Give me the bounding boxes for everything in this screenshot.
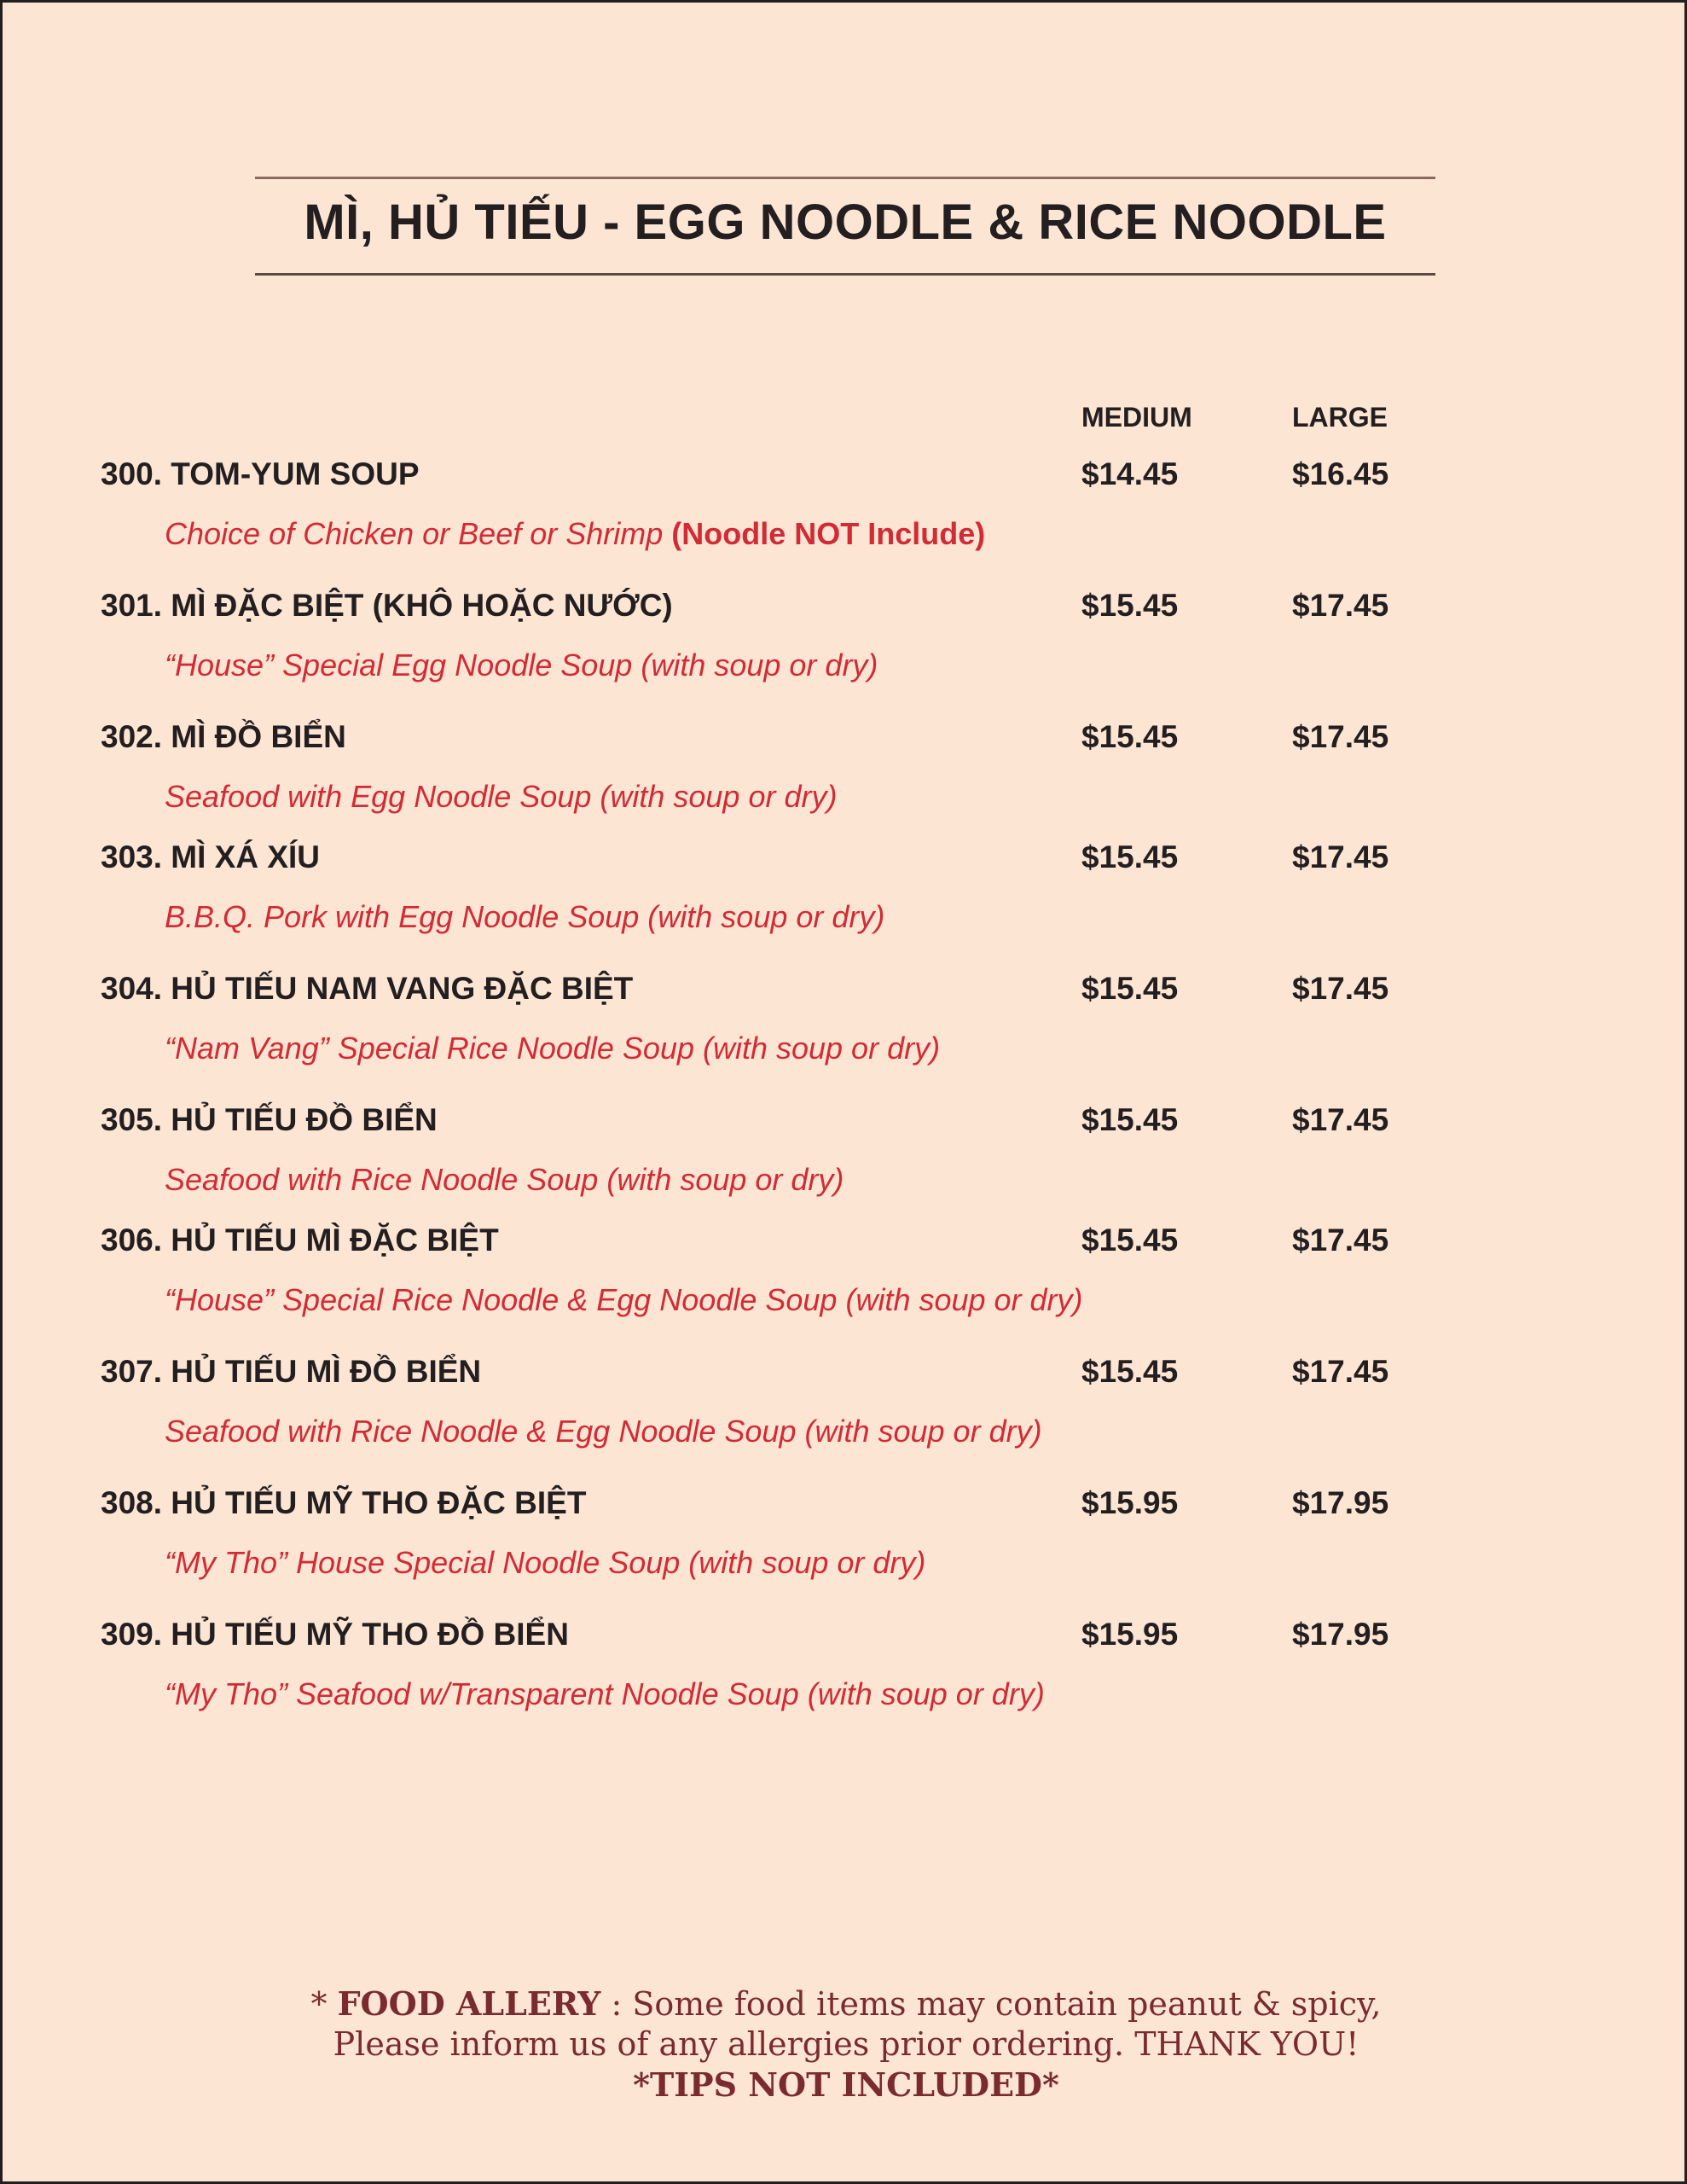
item-description: “Nam Vang” Special Rice Noodle Soup (with soup or dry) bbox=[165, 1031, 941, 1066]
item-price-large: $17.45 bbox=[1292, 839, 1389, 874]
item-price-medium: $15.95 bbox=[1081, 1617, 1179, 1652]
item-description: Seafood with Egg Noodle Soup (with soup or dry) bbox=[165, 779, 838, 814]
item-description: Seafood with Rice Noodle Soup (with soup or dry) bbox=[165, 1162, 844, 1197]
item-price-large: $17.45 bbox=[1292, 971, 1389, 1006]
item-description: “My Tho” Seafood w/Transparent Noodle Soup (with soup or dry) bbox=[165, 1676, 1045, 1711]
item-price-large: $17.95 bbox=[1292, 1485, 1389, 1520]
item-price-medium: $15.45 bbox=[1081, 719, 1179, 754]
item-name: 303. MÌ XÁ XÍU bbox=[101, 839, 321, 874]
item-description: “House” Special Egg Noodle Soup (with soup or dry) bbox=[165, 648, 878, 682]
item-description: “My Tho” House Special Noodle Soup (with soup or dry) bbox=[165, 1545, 926, 1580]
item-description-text: Choice of Chicken or Beef or Shrimp bbox=[165, 516, 664, 551]
menu-title: MÌ, HỦ TIẾU - EGG NOODLE & RICE NOODLE bbox=[304, 195, 1387, 250]
item-price-medium: $15.45 bbox=[1081, 1354, 1179, 1389]
item-price-large: $17.45 bbox=[1292, 1223, 1389, 1258]
tips-notice: *TIPS NOT INCLUDED* bbox=[633, 2065, 1059, 2104]
item-name: 305. HỦ TIẾU ĐỒ BIỂN bbox=[101, 1102, 438, 1137]
item-price-large: $17.45 bbox=[1292, 588, 1389, 623]
item-description bbox=[165, 516, 985, 552]
item-note: (Noodle NOT Include) bbox=[671, 516, 986, 551]
column-header-medium: MEDIUM bbox=[1081, 402, 1192, 433]
item-price-medium: $15.95 bbox=[1081, 1485, 1179, 1520]
allergy-label: FOOD ALLERY bbox=[337, 1984, 601, 2023]
item-name: 302. MÌ ĐỒ BIỂN bbox=[101, 719, 346, 754]
allergy-text: : Some food items may contain peanut & spicy, bbox=[600, 1985, 1382, 2023]
allergy-line-2: Please inform us of any allergies prior ordering. THANK YOU! bbox=[333, 2025, 1359, 2063]
item-price-large: $17.95 bbox=[1292, 1617, 1389, 1652]
item-price-medium: $15.45 bbox=[1081, 1102, 1179, 1137]
item-price-large: $17.45 bbox=[1292, 1354, 1389, 1389]
allergy-line-1 bbox=[3, 1984, 1687, 2024]
item-name: 304. HỦ TIẾU NAM VANG ĐẶC BIỆT bbox=[101, 971, 634, 1006]
title-top-rule bbox=[255, 177, 1435, 179]
title-bottom-rule bbox=[255, 273, 1435, 276]
item-name: 307. HỦ TIẾU MÌ ĐỒ BIỂN bbox=[101, 1354, 482, 1389]
item-description: “House” Special Rice Noodle & Egg Noodle Soup (with soup or dry) bbox=[165, 1282, 1083, 1317]
item-name: 301. MÌ ĐẶC BIỆT (KHÔ HOẶC NƯỚC) bbox=[101, 588, 673, 623]
item-price-medium: $15.45 bbox=[1081, 839, 1179, 874]
item-price-medium: $15.45 bbox=[1081, 1223, 1179, 1258]
item-description: Seafood with Rice Noodle & Egg Noodle Soup (with soup or dry) bbox=[165, 1414, 1042, 1449]
item-price-large: $17.45 bbox=[1292, 719, 1389, 754]
item-price-medium: $15.45 bbox=[1081, 971, 1179, 1006]
item-price-medium: $14.45 bbox=[1081, 456, 1179, 491]
item-price-medium: $15.45 bbox=[1081, 588, 1179, 623]
item-description: B.B.Q. Pork with Egg Noodle Soup (with soup or dry) bbox=[165, 899, 885, 934]
item-name: 300. TOM-YUM SOUP bbox=[101, 456, 420, 491]
item-price-large: $16.45 bbox=[1292, 456, 1389, 491]
item-name: 308. HỦ TIẾU MỸ THO ĐẶC BIỆT bbox=[101, 1485, 587, 1520]
footer-star: * bbox=[310, 1985, 338, 2023]
item-name: 306. HỦ TIẾU MÌ ĐẶC BIỆT bbox=[101, 1223, 499, 1258]
item-name: 309. HỦ TIẾU MỸ THO ĐỒ BIỂN bbox=[101, 1617, 569, 1652]
column-header-large: LARGE bbox=[1292, 402, 1388, 433]
item-price-large: $17.45 bbox=[1292, 1102, 1389, 1137]
allergy-footer bbox=[3, 1984, 1687, 2105]
